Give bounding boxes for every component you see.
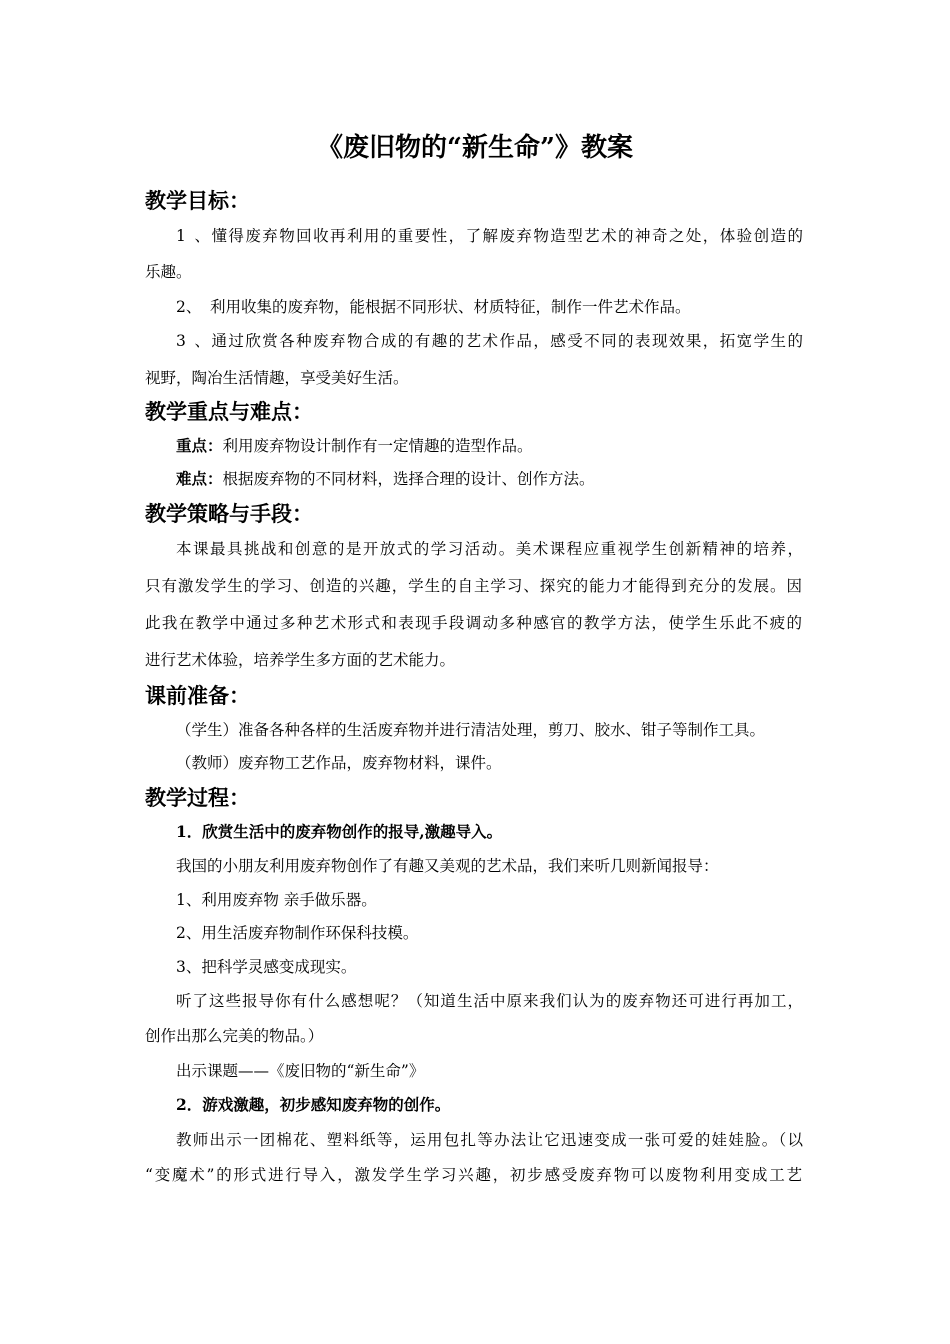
heading-process: 教学过程： xyxy=(145,785,250,810)
objective-1-text: 懂得废弃物回收再利用的重要性，了解废弃物造型艺术的神奇之处，体验创造的 xyxy=(210,227,803,245)
strategy-line-1: 本课最具挑战和创意的是开放式的学习活动。美术课程应重视学生创新精神的培养， xyxy=(176,540,803,558)
process-step-2-line-2: “变魔术”的形式进行导入，激发学生学习兴趣，初步感受废弃物可以废物利用变成工艺 xyxy=(145,1166,802,1184)
heading-strategy: 教学策略与手段： xyxy=(145,501,313,526)
process-step-2-title: 2．游戏激趣，初步感知废弃物的创作。 xyxy=(176,1095,451,1114)
key-point-line xyxy=(176,434,533,458)
strategy-line-4: 进行艺术体验，培养学生多方面的艺术能力。 xyxy=(145,651,456,669)
news-item-1: 1、利用废弃物 亲手做乐器。 xyxy=(176,891,377,909)
objective-2-line-1 xyxy=(176,295,691,319)
objective-2-number: 2、 xyxy=(176,298,202,316)
process-step-2-line-1: 教师出示一团棉花、塑料纸等，运用包扎等办法让它迅速变成一张可爱的娃娃脸。（以 xyxy=(176,1131,803,1149)
objective-3-line-1 xyxy=(176,329,803,353)
news-item-3: 3、把科学灵感变成现实。 xyxy=(176,958,357,976)
preparation-teacher: （教师）废弃物工艺作品，废弃物材料，课件。 xyxy=(176,754,502,772)
difficult-point-label: 难点： xyxy=(176,469,223,488)
objective-1-line-2: 乐趣。 xyxy=(145,263,192,281)
strategy-line-2: 只有激发学生的学习、创造的兴趣，学生的自主学习、探究的能力才能得到充分的发展。因 xyxy=(145,577,802,595)
process-step-1-intro: 我国的小朋友利用废弃物创作了有趣又美观的艺术品，我们来听几则新闻报导： xyxy=(176,857,719,875)
heading-objectives: 教学目标： xyxy=(145,188,250,213)
difficult-point-text: 根据废弃物的不同材料，选择合理的设计、创作方法。 xyxy=(222,470,595,488)
question-line-2: 创作出那么完美的物品。） xyxy=(145,1027,324,1045)
news-item-2: 2、用生活废弃物制作环保科技模。 xyxy=(176,924,419,942)
key-point-label: 重点： xyxy=(176,436,223,455)
heading-key-points: 教学重点与难点： xyxy=(145,399,313,424)
difficult-point-line xyxy=(176,467,595,491)
objective-3-line-2: 视野，陶冶生活情趣，享受美好生活。 xyxy=(145,369,409,387)
document-title: 《废旧物的“新生命”》教案 xyxy=(317,133,633,163)
topic-line: 出示课题——《废旧物的“新生命”》 xyxy=(176,1062,425,1080)
objective-1-number: 1、 xyxy=(176,227,210,245)
objective-3-number: 3、 xyxy=(176,332,210,350)
objective-1-line-1 xyxy=(176,224,803,248)
heading-preparation: 课前准备： xyxy=(145,683,250,708)
strategy-line-3: 此我在教学中通过多种艺术形式和表现手段调动多种感官的教学方法，使学生乐此不疲的 xyxy=(145,614,802,632)
process-step-1-title: 1．欣赏生活中的废弃物创作的报导,激趣导入。 xyxy=(176,822,503,841)
objective-2-text: 利用收集的废弃物，能根据不同形状、材质特征，制作一件艺术作品。 xyxy=(210,298,691,316)
preparation-student: （学生）准备各种各样的生活废弃物并进行清洁处理，剪刀、胶水、钳子等制作工具。 xyxy=(176,721,766,739)
key-point-text: 利用废弃物设计制作有一定情趣的造型作品。 xyxy=(222,437,533,455)
question-line-1: 听了这些报导你有什么感想呢？（知道生活中原来我们认为的废弃物还可进行再加工， xyxy=(176,992,803,1010)
objective-3-text: 通过欣赏各种废弃物合成的有趣的艺术作品，感受不同的表现效果，拓宽学生的 xyxy=(210,332,803,350)
